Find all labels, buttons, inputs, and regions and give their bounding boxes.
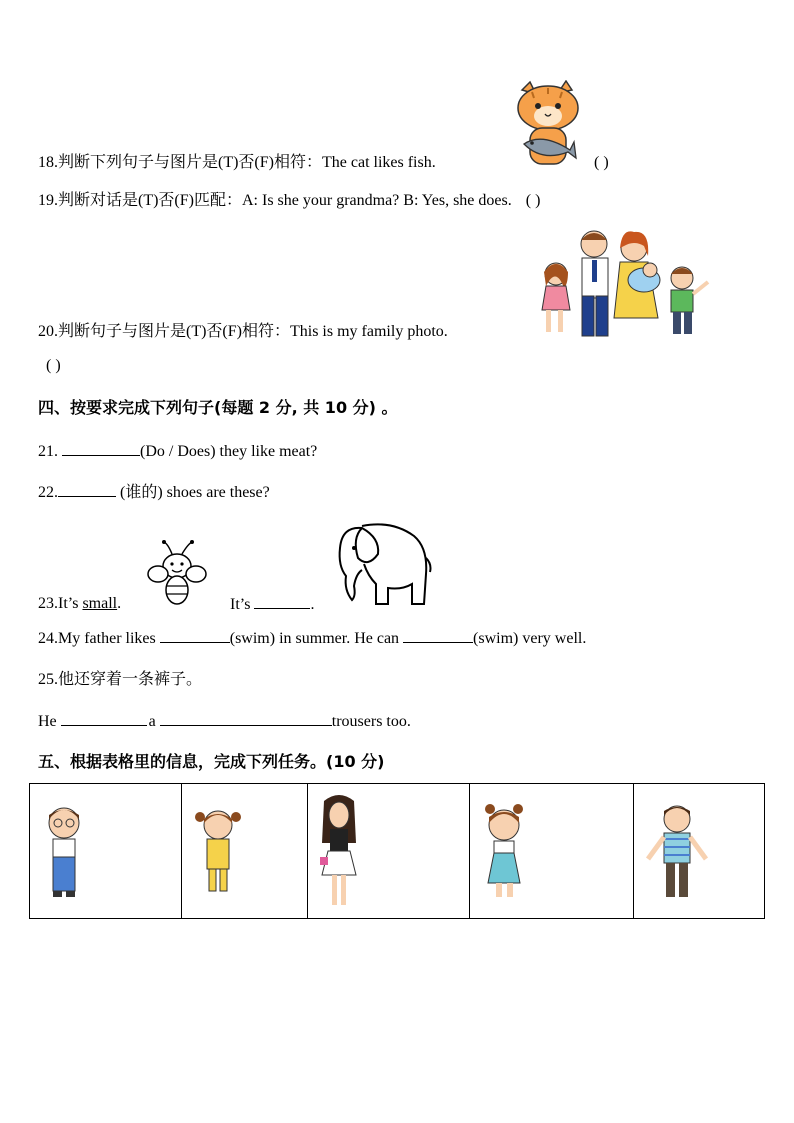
question-20 — [38, 322, 448, 342]
section-4-heading — [38, 398, 398, 418]
question-22-rest: (谁的) shoes are these? — [116, 484, 270, 501]
question-18-text: 18.判断下列句子与图片是(T)否(F)相符：The cat likes fish. — [38, 154, 436, 171]
question-23 — [38, 594, 121, 614]
question-23-part1: 23.It’s — [38, 595, 83, 612]
question-22 — [38, 482, 270, 503]
section-4-title: 四、按要求完成下列句子(每题 2 分, 共 10 分) 。 — [38, 398, 398, 417]
answer-blank-24b[interactable] — [403, 628, 473, 643]
boy-icon — [34, 801, 94, 901]
table-row — [30, 784, 765, 919]
question-23-small: small — [82, 595, 118, 612]
woman-icon — [314, 793, 364, 909]
section-5-title: 五、根据表格里的信息，完成下列任务。(10 分) — [38, 752, 385, 771]
question-20-text: 20.判断句子与图片是(T)否(F)相符：This is my family photo. — [38, 323, 448, 340]
question-25-answer — [38, 711, 411, 732]
question-23-dot2: . — [310, 596, 315, 613]
question-25-he: He — [38, 713, 61, 730]
cat-holding-fish-icon — [512, 80, 586, 170]
girl-icon — [188, 803, 248, 899]
question-25-a: a — [148, 713, 160, 730]
question-24-mid: (swim) in summer. He can — [229, 630, 404, 647]
table-cell-girl-blue-dress — [470, 784, 634, 919]
people-table — [29, 783, 765, 919]
table-cell-man — [634, 784, 765, 919]
answer-blank-21[interactable] — [62, 441, 140, 456]
question-24-part1: 24.My father likes — [38, 630, 160, 647]
table-cell-girl — [182, 784, 308, 919]
question-23-dot1: . — [117, 595, 122, 612]
question-25-end: trousers too. — [331, 713, 411, 730]
table-cell-woman — [308, 784, 470, 919]
elephant-icon — [332, 518, 432, 610]
bee-icon — [146, 540, 208, 608]
answer-blank-22[interactable] — [58, 482, 116, 497]
question-21 — [38, 441, 317, 462]
family-icon — [534, 226, 712, 338]
answer-bracket-20[interactable] — [46, 356, 61, 376]
question-23-second — [230, 594, 314, 615]
answer-bracket-19[interactable]: ( ) — [525, 192, 541, 209]
question-25 — [38, 670, 202, 690]
answer-bracket-20-text: ( ) — [46, 357, 61, 374]
answer-blank-25b[interactable] — [160, 711, 332, 726]
answer-blank-25a[interactable] — [61, 711, 147, 726]
section-5-heading — [38, 752, 384, 772]
answer-blank-24a[interactable] — [160, 628, 230, 643]
question-22-num: 22. — [38, 484, 58, 501]
question-23-part2: It’s — [230, 596, 255, 613]
question-19-text: 19.判断对话是(T)否(F)匹配：A: Is she your grandma? B: Yes, she does. — [38, 192, 512, 209]
man-icon — [642, 799, 712, 903]
question-24 — [38, 628, 586, 649]
question-19 — [38, 191, 540, 211]
question-21-num: 21. — [38, 443, 58, 460]
question-18 — [38, 153, 609, 173]
girl-blue-dress-icon — [474, 799, 534, 903]
answer-blank-23[interactable] — [254, 594, 310, 609]
answer-bracket-18[interactable]: ( ) — [594, 154, 609, 171]
question-25-text: 25.他还穿着一条裤子。 — [38, 671, 203, 688]
table-cell-boy — [30, 784, 182, 919]
question-24-end: (swim) very well. — [473, 630, 587, 647]
question-21-rest: (Do / Does) they like meat? — [140, 443, 318, 460]
